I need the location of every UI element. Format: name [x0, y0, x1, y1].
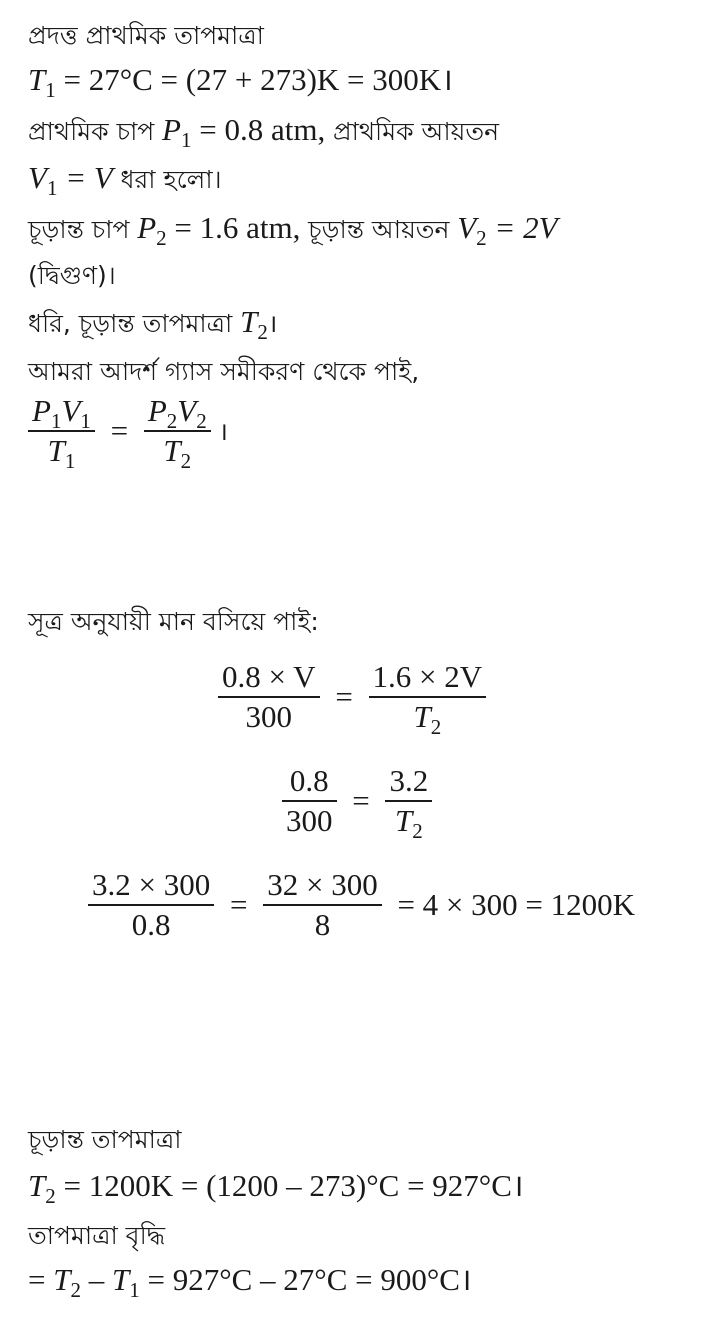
- numerator: 1.6 × 2V: [372, 659, 483, 694]
- p2-value: = 1.6 atm,: [174, 210, 301, 245]
- v1-expression: = V: [65, 160, 113, 195]
- t2-result-equation: [28, 1166, 524, 1206]
- fraction-2: [263, 866, 381, 944]
- subscript: 1: [45, 78, 56, 102]
- substitution-row-2: [282, 762, 432, 843]
- initial-pressure-label: প্রাথমিক চাপ: [28, 117, 155, 146]
- t1-expression: = 27°C = (27 + 273)K = 300K।: [63, 62, 453, 97]
- denominator: 8: [314, 907, 331, 942]
- final-pressure-line: [28, 208, 558, 250]
- denominator: 300: [286, 803, 333, 838]
- initial-volume-label: প্রাথমিক আয়তন: [332, 117, 500, 146]
- label-text: প্রদত্ত প্রাথমিক তাপমাত্রা: [28, 21, 264, 50]
- danda: ।: [218, 417, 228, 446]
- rhs-fraction: [385, 762, 432, 843]
- numerator: 3.2 × 300: [92, 867, 211, 902]
- v2-value: = 2V: [494, 210, 558, 245]
- increase-label: [28, 1214, 165, 1256]
- t-symbol: T: [53, 1262, 71, 1297]
- lhs-fraction: [282, 762, 337, 840]
- subscript: 2: [257, 320, 268, 344]
- increase-equation: [28, 1260, 472, 1300]
- row3-result: = 4 × 300 = 1200K: [397, 887, 636, 922]
- p-symbol: P: [137, 210, 157, 245]
- t2-expression: = 1200K = (1200 – 273)°C = 927°C।: [63, 1168, 524, 1203]
- gas-eq-intro-text: আমরা আদর্শ গ্যাস সমীকরণ থেকে পাই,: [28, 357, 420, 386]
- denominator: 0.8: [131, 907, 171, 942]
- subscript: 2: [45, 1184, 56, 1208]
- fraction-1: [88, 866, 214, 944]
- equals-sign: =: [110, 413, 129, 448]
- initial-pressure-line: [28, 110, 499, 152]
- substitution-intro: [28, 600, 319, 642]
- equals-sign: =: [28, 1262, 46, 1297]
- v1-line: [28, 158, 222, 200]
- t-symbol: T: [28, 1168, 46, 1203]
- rhs-fraction: [144, 392, 211, 473]
- lhs-fraction: [28, 392, 95, 473]
- subscript: 2: [70, 1278, 81, 1302]
- subscript: 2: [476, 226, 487, 250]
- increase-expression: = 927°C – 27°C = 900°C।: [147, 1262, 472, 1297]
- rhs-fraction: [369, 658, 487, 739]
- numerator: 0.8 × V: [222, 659, 316, 694]
- t-symbol: T: [28, 62, 46, 97]
- assume-text: ধরি, চূড়ান্ত তাপমাত্রা: [28, 309, 233, 338]
- v-symbol: V: [457, 210, 477, 245]
- numerator: 3.2: [389, 763, 429, 798]
- denominator: $T_2$: [163, 433, 192, 473]
- given-initial-temp-label: [28, 14, 264, 56]
- subscript: 2: [156, 226, 167, 250]
- p1-value: = 0.8 atm,: [199, 112, 326, 147]
- double-note: [28, 254, 116, 296]
- substitution-row-3: [88, 866, 635, 944]
- final-temp-label: [28, 1118, 182, 1160]
- ideal-gas-equation: [28, 392, 228, 473]
- minus-sign: –: [88, 1262, 105, 1297]
- final-pressure-label: চূড়ান্ত চাপ: [28, 215, 130, 244]
- v-symbol: V: [28, 160, 47, 195]
- watermark: [40, 500, 64, 582]
- denominator: $T_2$: [413, 699, 442, 739]
- denominator: $T_1$: [47, 433, 76, 473]
- numerator: 0.8: [289, 763, 329, 798]
- t-symbol: T: [111, 1262, 130, 1297]
- p-symbol: P: [162, 112, 181, 147]
- numerator: $P_2V_2$: [147, 393, 207, 433]
- final-volume-label: চূড়ান্ত আয়তন: [308, 215, 450, 244]
- increase-label-text: তাপমাত্রা বৃদ্ধি: [28, 1221, 166, 1250]
- subscript: 1: [129, 1278, 140, 1302]
- numerator: 32 × 300: [267, 867, 378, 902]
- lhs-fraction: [218, 658, 320, 736]
- substitution-intro-text: সূত্র অনুযায়ী মান বসিয়ে পাই:: [28, 607, 319, 636]
- t-symbol: T: [240, 304, 258, 339]
- substitution-row-1: [218, 658, 486, 739]
- denominator: 300: [245, 699, 293, 734]
- subscript: 1: [46, 176, 58, 200]
- denominator: $T_2$: [394, 803, 423, 843]
- assume-line: [28, 302, 277, 344]
- danda: ।: [267, 309, 278, 338]
- t1-equation: [28, 60, 453, 100]
- equals-sign: =: [335, 679, 353, 714]
- final-temp-label-text: চূড়ান্ত তাপমাত্রা: [28, 1125, 182, 1154]
- equals-sign: =: [352, 783, 370, 818]
- equals-sign: =: [229, 887, 248, 922]
- v1-suffix: ধরা হলো।: [120, 165, 222, 194]
- double-note-text: (দ্বিগুণ)।: [28, 261, 116, 290]
- numerator: $P_1V_1$: [32, 393, 91, 433]
- gas-eq-intro: [28, 350, 419, 392]
- subscript: 1: [180, 128, 192, 152]
